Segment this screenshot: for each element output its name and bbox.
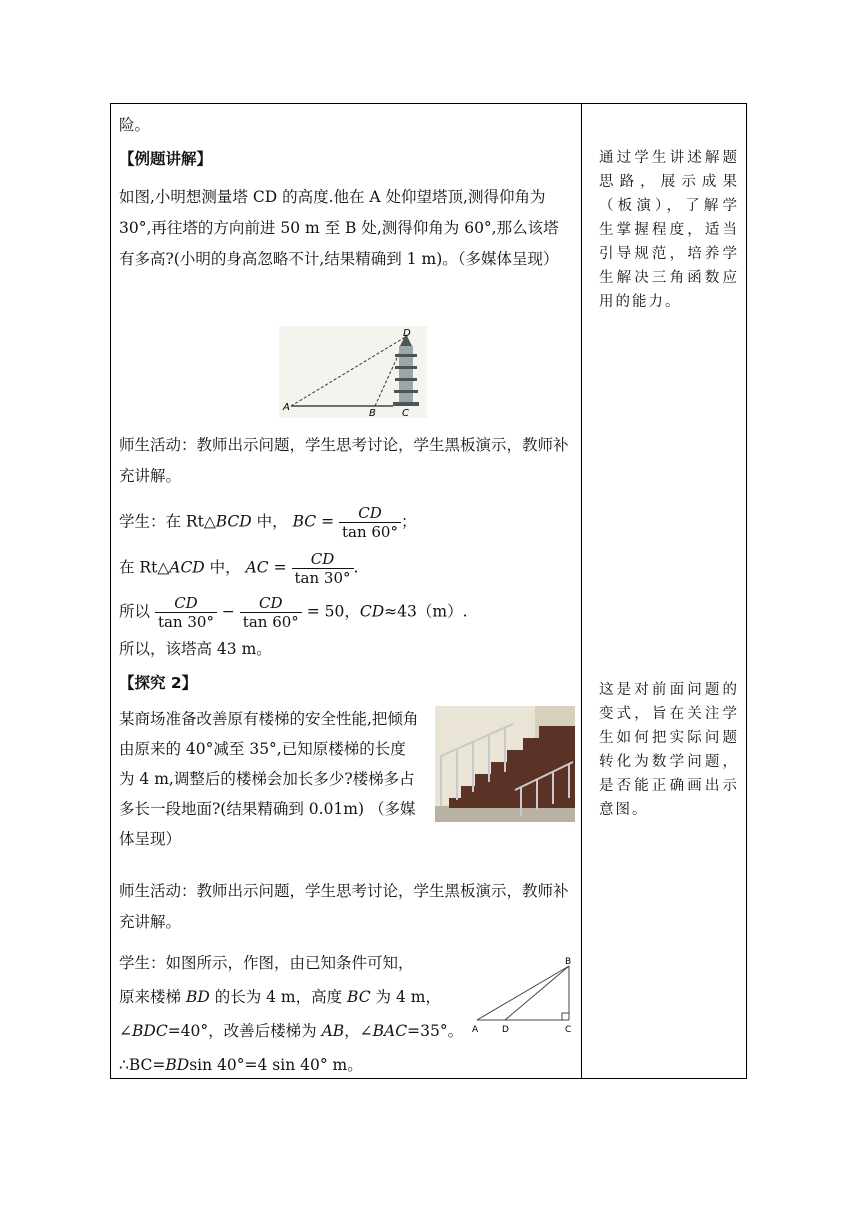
explore-problem: 某商场准备改善原有楼梯的安全性能,把倾角由原来的 40°减至 35°,已知原楼梯的长度为 4 m,调整后的楼梯会加长多少?楼梯多占多长一段地面?(结果精确到 0.01m) （多媒体呈现） [119, 710, 419, 848]
side-note-1: 通过学生讲述解题思路，展示成果（板演），了解学生掌握程度，适当引导规范，培养学生解决三角函数应用的能力。 [599, 150, 739, 310]
tower-label-b: B [369, 408, 376, 418]
stair-label-c: C [565, 1025, 572, 1035]
student2-line-2: 原来楼梯 BD 的长为 4 m，高度 BC 为 4 m， [119, 988, 441, 1006]
stair-label-b: B [565, 957, 572, 967]
student2-line-3: ∠BDC=40°，改善后楼梯为 AB，∠BAC=35°。 [119, 1022, 464, 1040]
explore-heading: 【探究 2】 [119, 674, 198, 692]
fraction-cd-tan60: $\frac{CD}{\tan 60^\circ}$ [339, 504, 401, 541]
fraction-a: $\frac{CD}{\tan 30^\circ}$ [155, 594, 217, 631]
tower-label-c: C [402, 408, 409, 418]
fraction-b: $\frac{CD}{\tan 60^\circ}$ [240, 594, 302, 631]
activity-2: 师生活动：教师出示问题，学生思考讨论，学生黑板演示，教师补充讲解。 [119, 882, 569, 931]
student-line-2: 在 Rt△ACD 中， AC = $\frac{CD}{\tan 30^\circ}$ . [119, 550, 359, 587]
conclusion: 所以，该塔高 43 m。 [119, 640, 272, 658]
lesson-table [110, 103, 747, 1079]
stair-label-d: D [502, 1025, 509, 1035]
side-note-2: 这是对前面问题的变式，旨在关注学生如何把实际问题转化为数学问题，是否能正确画出示意图。 [599, 682, 739, 818]
final-line: ∴BC=BDsin 40°=4 sin 40° m。 [119, 1056, 363, 1074]
column-divider [581, 104, 582, 1078]
student-line-3: 所以 $\frac{CD}{\tan 30^\circ}$ − $\frac{CD}{\tan 60^\circ}$ = 50，CD≈43（m）. [119, 594, 468, 631]
activity-1: 师生活动：教师出示问题，学生思考讨论，学生黑板演示，教师补充讲解。 [119, 436, 569, 485]
example-heading: 【例题讲解】 [119, 150, 213, 168]
fraction-cd-tan30: $\frac{CD}{\tan 30^\circ}$ [292, 550, 354, 587]
tower-diagram [279, 326, 427, 418]
student2-line-1: 学生：如图所示，作图，由已知条件可知， [119, 954, 414, 972]
stair-label-a: A [472, 1025, 479, 1035]
student-line-1: 学生：在 Rt△BCD 中， BC = $\frac{CD}{\tan 60^\circ}$ ； [119, 504, 417, 541]
tower-label-d: D [403, 328, 411, 339]
stair-triangle-diagram [469, 954, 579, 1038]
example-problem: 如图,小明想测量塔 CD 的高度.他在 A 处仰望塔顶,测得仰角为 30°,再往塔的方向前进 50 m 至 B 处,测得仰角为 60°,那么该塔有多高?(小明的身高忽略不计,结果精确到 1 m)。（多媒体呈现） [119, 188, 559, 268]
tower-label-a: A [283, 402, 290, 413]
text-risk: 险。 [119, 116, 151, 134]
stair-photo [435, 706, 575, 822]
